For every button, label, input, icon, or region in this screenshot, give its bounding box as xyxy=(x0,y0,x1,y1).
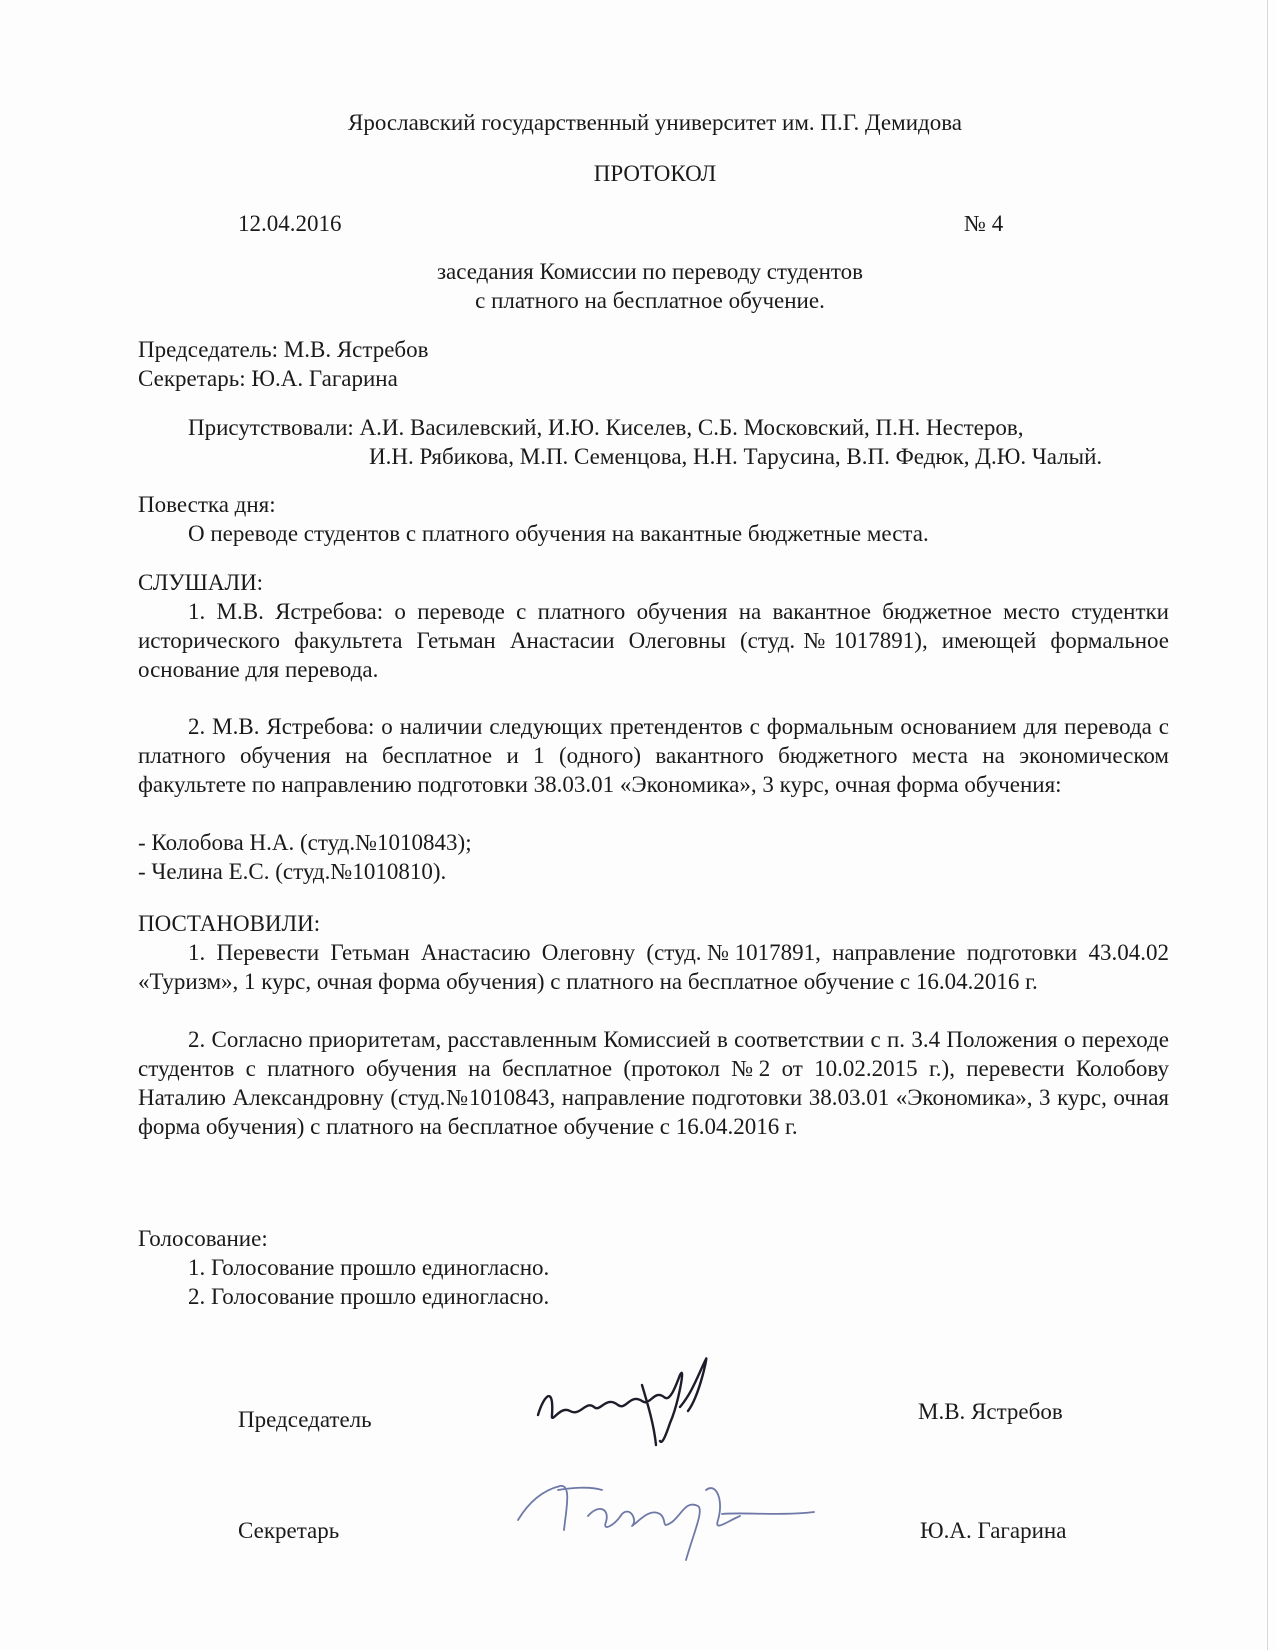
chair-name: М.В. Ястребов xyxy=(918,1399,1063,1424)
subject-line-2: с платного на бесплатное обучение. xyxy=(475,288,825,313)
secretary-name: Ю.А. Гагарина xyxy=(920,1518,1067,1543)
resolved-heading: ПОСТАНОВИЛИ: xyxy=(138,911,321,936)
heard-heading: СЛУШАЛИ: xyxy=(138,570,264,595)
university-name: Ярославский государственный университет им. П.Г. Демидова xyxy=(348,110,962,135)
secretary-role: Секретарь xyxy=(238,1518,340,1543)
heard-item-2 xyxy=(138,712,1169,799)
agenda-item: О переводе студентов с платного обучения на вакантные бюджетные места. xyxy=(188,521,929,546)
candidate-2: - Челина Е.С. (студ.№1010810). xyxy=(138,859,447,884)
candidate-1: - Колобова Н.А. (студ.№1010843); xyxy=(138,830,472,855)
resolved-item-1 xyxy=(138,938,1169,996)
page-edge xyxy=(1267,0,1268,1650)
document-date: 12.04.2016 xyxy=(238,211,342,236)
resolved-item-2 xyxy=(138,1025,1169,1141)
chair-line: Председатель: М.В. Ястребов xyxy=(138,337,429,362)
subject-line-1: заседания Комиссии по переводу студентов xyxy=(436,259,864,284)
document-title: ПРОТОКОЛ xyxy=(593,161,717,186)
heard-item-2-text: 2. М.В. Ястребова: о наличии следующих претендентов с формальным основанием для перевода с платного обучения на бесплатное и 1 (одного) вакантного бюджетного места на экономическом факультете по направлению подготовки 38.03.01 «Экономика», 3 курс, очная форма обучения: xyxy=(138,714,1169,797)
secretary-line: Секретарь: Ю.А. Гагарина xyxy=(138,366,398,391)
voting-heading: Голосование: xyxy=(138,1226,268,1251)
agenda-heading: Повестка дня: xyxy=(138,492,276,517)
voting-item-1: 1. Голосование прошло единогласно. xyxy=(188,1255,550,1280)
chair-signature-stroke xyxy=(538,1358,706,1445)
heard-item-1 xyxy=(138,597,1169,684)
secretary-signature xyxy=(510,1460,820,1580)
resolved-item-2-text: 2. Согласно приоритетам, расставленным Комиссией в соответствии с п. 3.4 Положения о переходе студентов с платного обучения на бесплатное (протокол №2 от 10.02.2015 г.), перевести Колобову Наталию Александровну (студ.№1010843, направление подготовки 38.03.01 «Экономика», 3 курс, очная форма обучения) с платного на бесплатное обучение с 16.04.2016 г. xyxy=(138,1027,1169,1139)
heard-item-1-text: 1. М.В. Ястребова: о переводе с платного обучения на вакантное бюджетное место студентки исторического факультета Гетьман Анастасии Олеговны (студ.№1017891), имеющей формальное основание для перевода. xyxy=(138,599,1169,682)
resolved-item-1-text: 1. Перевести Гетьман Анастасию Олеговну (студ.№1017891, направление подготовки 43.04.02 «Туризм», 1 курс, очная форма обучения) с платного на бесплатное обучение с 16.04.2016 г. xyxy=(138,940,1169,994)
attendees-line-1: Присутствовали: А.И. Василевский, И.Ю. Киселев, С.Б. Московский, П.Н. Нестеров, xyxy=(188,415,1024,440)
secretary-signature-stroke xyxy=(518,1486,814,1560)
chair-signature xyxy=(530,1345,730,1455)
voting-item-2: 2. Голосование прошло единогласно. xyxy=(188,1284,550,1309)
chair-role: Председатель xyxy=(238,1407,372,1432)
attendees-line-2: И.Н. Рябикова, М.П. Семенцова, Н.Н. Тарусина, В.П. Федюк, Д.Ю. Чалый. xyxy=(369,444,1103,469)
document-number: № 4 xyxy=(964,211,1004,236)
